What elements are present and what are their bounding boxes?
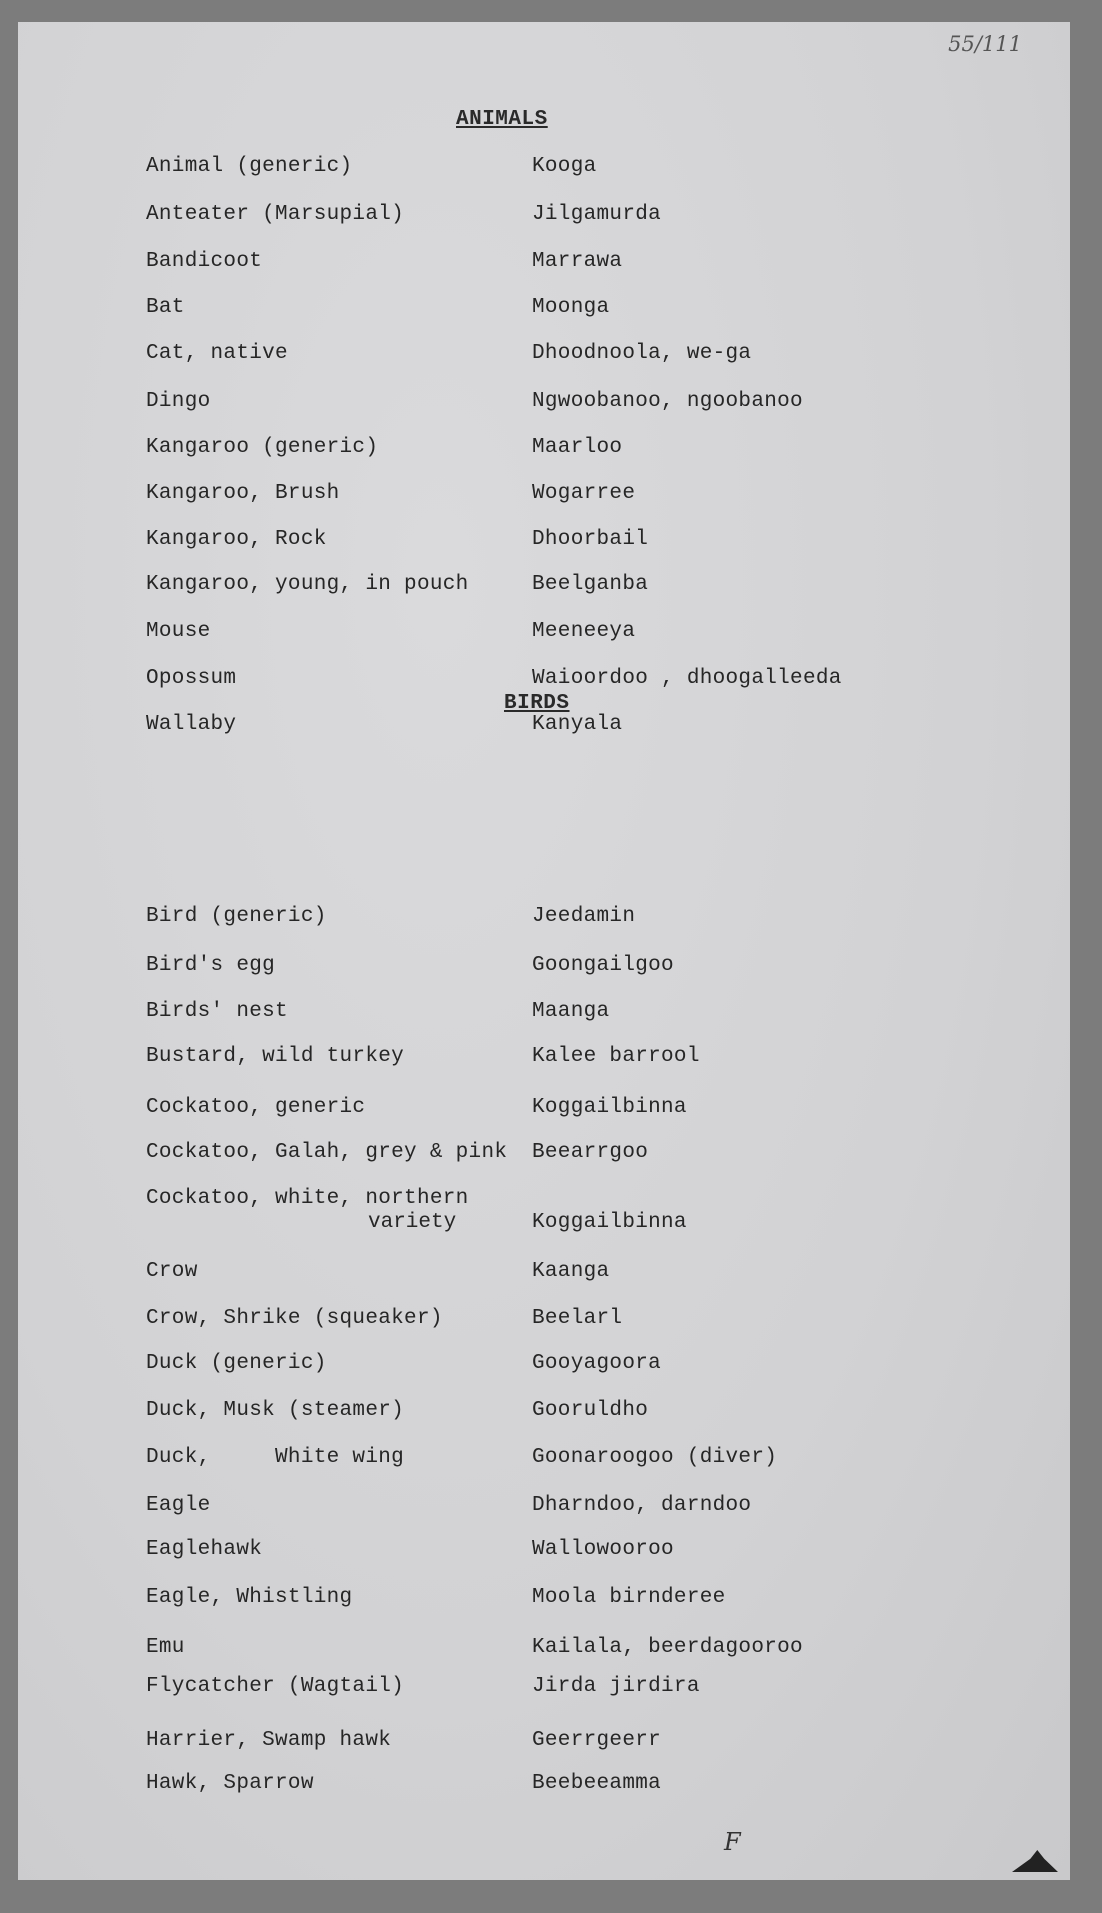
- aboriginal-term: Kalee barrool: [532, 1045, 700, 1068]
- english-term: Kangaroo, Brush: [146, 482, 340, 505]
- english-term: Cockatoo, white, northern: [146, 1187, 469, 1210]
- list-item: [18, 1307, 1070, 1337]
- aboriginal-term: Jirda jirdira: [532, 1675, 700, 1698]
- corner-blot-icon: [1012, 1850, 1058, 1872]
- aboriginal-term: Kanyala: [532, 713, 623, 736]
- list-item: [18, 1187, 1070, 1234]
- aboriginal-term: Dhoorbail: [532, 528, 649, 551]
- aboriginal-term: Wogarree: [532, 482, 636, 505]
- aboriginal-term: Moonga: [532, 296, 610, 319]
- english-term: Duck, Musk (steamer): [146, 1399, 405, 1422]
- list-item: [18, 1538, 1070, 1568]
- list-item: [18, 620, 1070, 650]
- list-item: [18, 1772, 1070, 1802]
- english-term: Cockatoo, Galah, grey & pink: [146, 1141, 508, 1164]
- list-item: [18, 954, 1070, 984]
- list-item: [18, 1141, 1070, 1171]
- english-term: Crow: [146, 1260, 198, 1283]
- list-item: [18, 1446, 1070, 1476]
- english-term: Eaglehawk: [146, 1538, 263, 1561]
- list-item: [18, 1636, 1070, 1666]
- aboriginal-term: Maarloo: [532, 436, 623, 459]
- aboriginal-term: Kooga: [532, 155, 597, 178]
- english-term: Cockatoo, generic: [146, 1096, 366, 1119]
- english-term: Anteater (Marsupial): [146, 203, 405, 226]
- aboriginal-term: Waioordoo , dhoogalleeda: [532, 667, 842, 690]
- aboriginal-term: Gooyagoora: [532, 1352, 662, 1375]
- english-term: Flycatcher (Wagtail): [146, 1675, 405, 1698]
- list-item: [18, 1045, 1070, 1075]
- english-term: Bat: [146, 296, 185, 319]
- list-item: [18, 482, 1070, 512]
- aboriginal-term: Kailala, beerdagooroo: [532, 1636, 803, 1659]
- english-term: Cat, native: [146, 342, 288, 365]
- aboriginal-term: Geerrgeerr: [532, 1729, 662, 1752]
- aboriginal-term: Goonaroogoo (diver): [532, 1446, 778, 1469]
- aboriginal-term: Beelganba: [532, 573, 649, 596]
- english-term: Bird's egg: [146, 954, 276, 977]
- list-item: [18, 713, 1070, 743]
- list-item: [18, 1000, 1070, 1030]
- document-page: [18, 22, 1070, 1880]
- english-term-continuation: variety: [368, 1211, 457, 1234]
- list-item: [18, 1260, 1070, 1290]
- english-term: Duck, White wing: [146, 1446, 405, 1469]
- list-item: [18, 1352, 1070, 1382]
- aboriginal-term: Dharndoo, darndoo: [532, 1494, 752, 1517]
- list-item: [18, 436, 1070, 466]
- aboriginal-term: Kaanga: [532, 1260, 610, 1283]
- aboriginal-term: Marrawa: [532, 250, 623, 273]
- english-term: Eagle: [146, 1494, 211, 1517]
- aboriginal-term: Dhoodnoola, we-ga: [532, 342, 752, 365]
- english-term: Bustard, wild turkey: [146, 1045, 405, 1068]
- english-term: Wallaby: [146, 713, 237, 736]
- list-item: [18, 905, 1070, 935]
- list-item: [18, 1096, 1070, 1126]
- list-item: [18, 296, 1070, 326]
- english-term: Opossum: [146, 667, 237, 690]
- list-item: [18, 1586, 1070, 1616]
- aboriginal-term: Ngwoobanoo, ngoobanoo: [532, 390, 803, 413]
- english-term: Harrier, Swamp hawk: [146, 1729, 392, 1752]
- list-item: [18, 1494, 1070, 1524]
- aboriginal-term: Beelarl: [532, 1307, 623, 1330]
- english-term: Bird (generic): [146, 905, 327, 928]
- aboriginal-term: Goongailgoo: [532, 954, 674, 977]
- aboriginal-term: Maanga: [532, 1000, 610, 1023]
- english-term: Emu: [146, 1636, 185, 1659]
- aboriginal-term: Koggailbinna: [532, 1211, 687, 1234]
- aboriginal-term: Moola birnderee: [532, 1586, 726, 1609]
- aboriginal-term: Beebeeamma: [532, 1772, 662, 1795]
- list-item: [18, 1729, 1070, 1759]
- list-item: [18, 155, 1070, 185]
- list-item: [18, 573, 1070, 603]
- english-term: Animal (generic): [146, 155, 353, 178]
- list-item: [18, 342, 1070, 372]
- handwritten-mark: F: [724, 1828, 741, 1856]
- list-item: [18, 528, 1070, 558]
- english-term: Crow, Shrike (squeaker): [146, 1307, 443, 1330]
- list-item: [18, 1675, 1070, 1705]
- english-term: Dingo: [146, 390, 211, 413]
- english-term: Kangaroo, young, in pouch: [146, 573, 469, 596]
- folio-number: 55/111: [948, 32, 1022, 56]
- list-item: [18, 1399, 1070, 1429]
- animals-heading: ANIMALS: [456, 108, 548, 131]
- aboriginal-term: Gooruldho: [532, 1399, 649, 1422]
- english-term: Kangaroo (generic): [146, 436, 379, 459]
- aboriginal-term: Jilgamurda: [532, 203, 662, 226]
- english-term: Duck (generic): [146, 1352, 327, 1375]
- birds-heading: BIRDS: [504, 692, 570, 715]
- aboriginal-term: Koggailbinna: [532, 1096, 687, 1119]
- aboriginal-term: Meeneeya: [532, 620, 636, 643]
- list-item: [18, 203, 1070, 233]
- aboriginal-term: Beearrgoo: [532, 1141, 649, 1164]
- english-term: Hawk, Sparrow: [146, 1772, 314, 1795]
- list-item: [18, 250, 1070, 280]
- english-term: Bandicoot: [146, 250, 263, 273]
- english-term: Kangaroo, Rock: [146, 528, 327, 551]
- aboriginal-term: Jeedamin: [532, 905, 636, 928]
- english-term: Mouse: [146, 620, 211, 643]
- english-term: Birds' nest: [146, 1000, 288, 1023]
- english-term: Eagle, Whistling: [146, 1586, 353, 1609]
- aboriginal-term: Wallowooroo: [532, 1538, 674, 1561]
- list-item: [18, 390, 1070, 420]
